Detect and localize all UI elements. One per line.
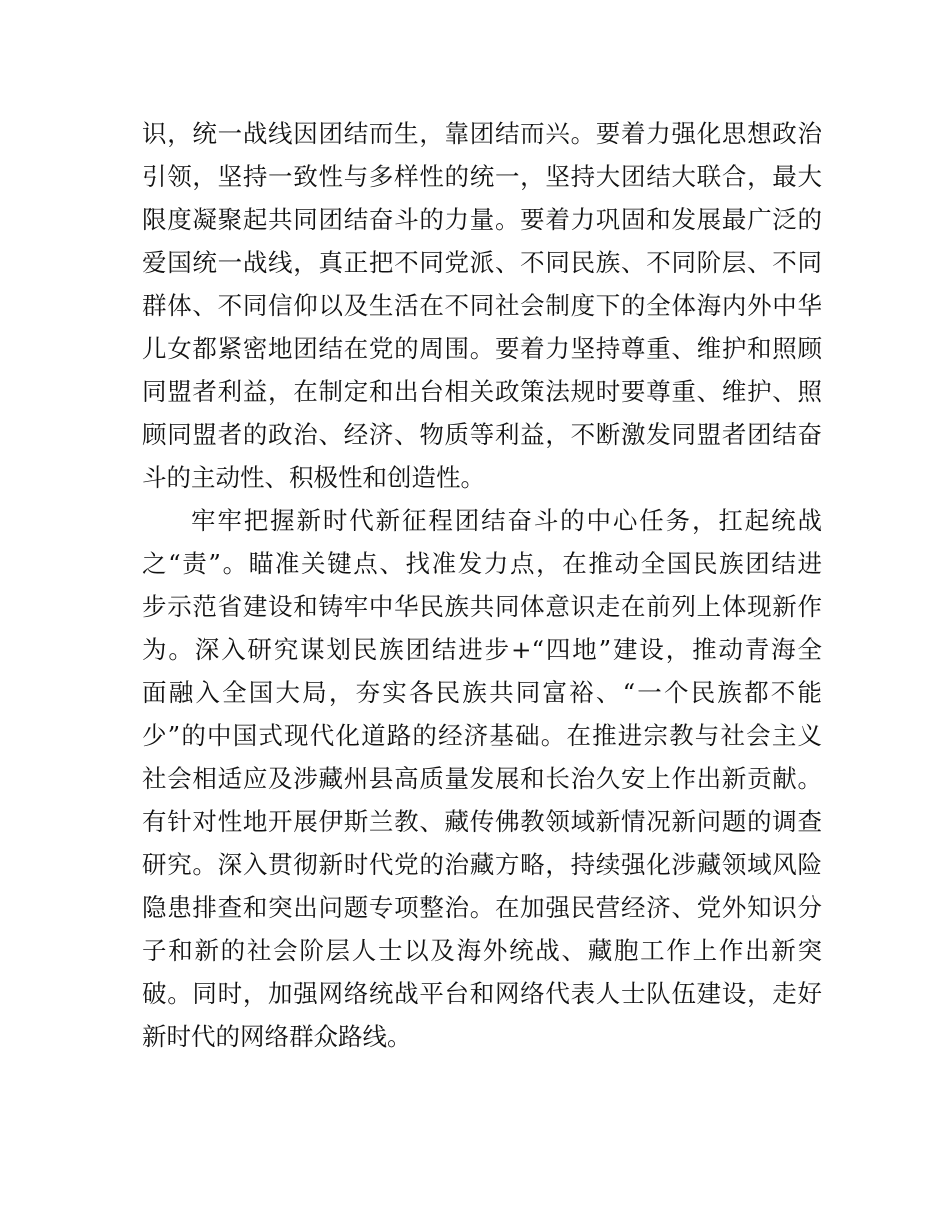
text-line: 为。深入研究谋划民族团结进步+“四地”建设，推动青海全 <box>142 635 822 664</box>
text-line: 限度凝聚起共同团结奋斗的力量。要着力巩固和发展最广泛的 <box>142 205 822 234</box>
body-text <box>142 112 822 1058</box>
text-line: 破。同时，加强网络统战平台和网络代表人士队伍建设，走好 <box>142 979 822 1008</box>
text-line: 社会相适应及涉藏州县高质量发展和长治久安上作出新贡献。 <box>142 764 822 793</box>
text-line: 研究。深入贯彻新时代党的治藏方略，持续强化涉藏领域风险 <box>142 850 822 879</box>
text-line: 面融入全国大局，夯实各民族共同富裕、“一个民族都不能 <box>142 678 822 707</box>
text-line: 隐患排查和突出问题专项整治。在加强民营经济、党外知识分 <box>142 893 822 922</box>
text-line: 步示范省建设和铸牢中华民族共同体意识走在前列上体现新作 <box>142 592 822 621</box>
text-line: 儿女都紧密地团结在党的周围。要着力坚持尊重、维护和照顾 <box>142 334 822 363</box>
text-line: 少”的中国式现代化道路的经济基础。在推进宗教与社会主义 <box>142 721 822 750</box>
text-line: 爱国统一战线，真正把不同党派、不同民族、不同阶层、不同 <box>142 248 822 277</box>
text-line: 子和新的社会阶层人士以及海外统战、藏胞工作上作出新突 <box>142 936 822 965</box>
paragraph-1 <box>142 112 822 499</box>
text-line: 有针对性地开展伊斯兰教、藏传佛教领域新情况新问题的调查 <box>142 807 822 836</box>
paragraph-2 <box>142 499 822 1058</box>
text-line: 引领，坚持一致性与多样性的统一，坚持大团结大联合，最大 <box>142 162 822 191</box>
text-line: 群体、不同信仰以及生活在不同社会制度下的全体海内外中华 <box>142 291 822 320</box>
text-line: 牢牢把握新时代新征程团结奋斗的中心任务，扛起统战 <box>191 506 822 535</box>
text-line: 之“责”。瞄准关键点、找准发力点，在推动全国民族团结进 <box>142 549 822 578</box>
text-line: 新时代的网络群众路线。 <box>142 1022 412 1051</box>
text-line: 同盟者利益，在制定和出台相关政策法规时要尊重、维护、照 <box>142 377 822 406</box>
text-line: 斗的主动性、积极性和创造性。 <box>142 463 485 492</box>
text-line: 顾同盟者的政治、经济、物质等利益，不断激发同盟者团结奋 <box>142 420 822 449</box>
text-line: 识，统一战线因团结而生，靠团结而兴。要着力强化思想政治 <box>142 119 822 148</box>
